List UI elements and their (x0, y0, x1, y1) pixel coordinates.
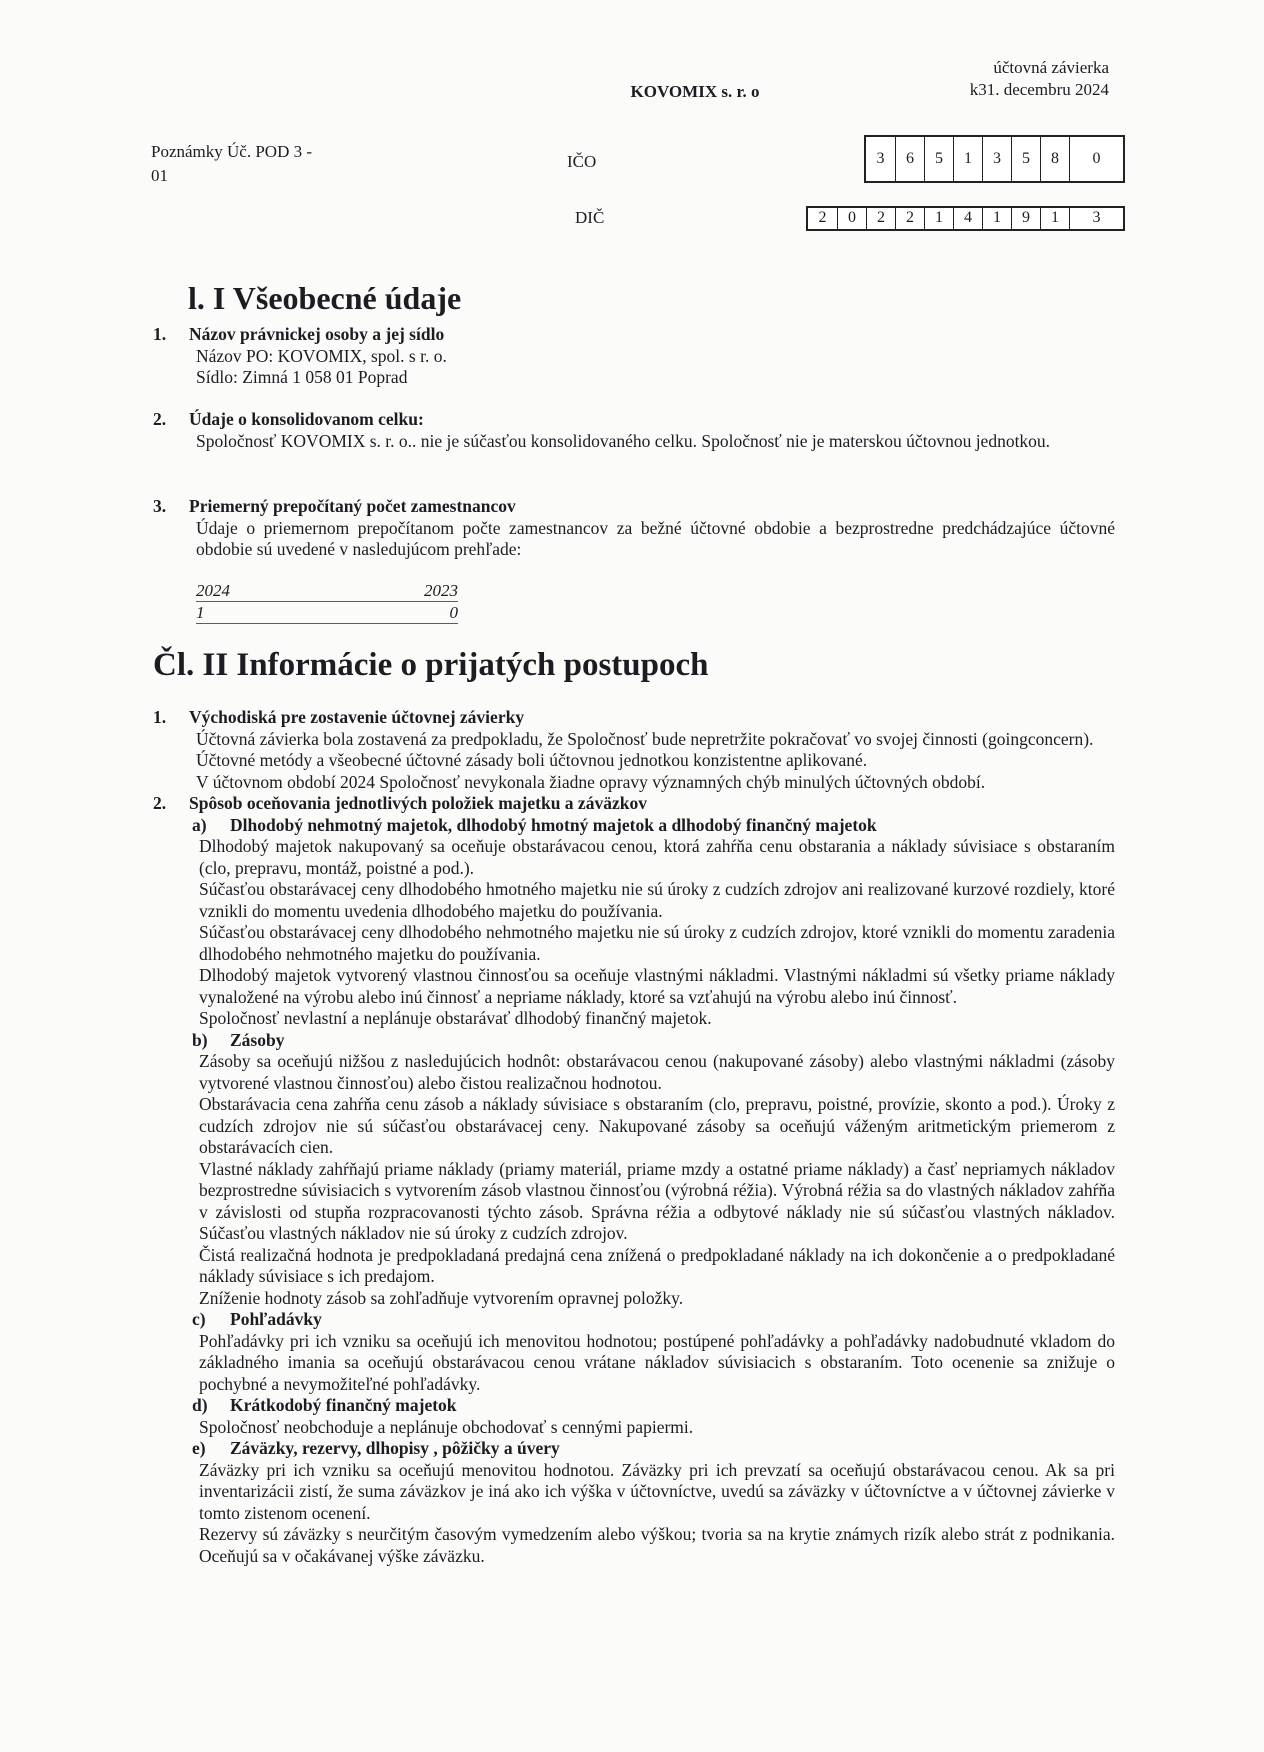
subsection-heading: Pohľadávky (230, 1309, 322, 1329)
entity-address: Sídlo: Zimná 1 058 01 Poprad (196, 367, 408, 387)
subsection-label: c) (192, 1309, 206, 1329)
digit: 0 (837, 208, 866, 229)
section-heading: Čl. II Informácie o prijatých postupoch (153, 647, 709, 683)
dic-label: DIČ (575, 208, 605, 227)
item-employees (153, 496, 1115, 561)
item-title: Spôsob oceňovania jednotlivých položiek majetku a záväzkov (189, 793, 647, 813)
subsection-heading: Dlhodobý nehmotný majetok, dlhodobý hmotný majetok a dlhodobý finančný majetok (230, 814, 877, 835)
digit: 1 (924, 208, 953, 229)
entity-name: Názov PO: KOVOMIX, spol. s r. o. (196, 345, 447, 366)
paragraph: Spoločnosť KOVOMIX s. r. o.. nie je súčasťou konsolidovaného celku. Spoločnosť nie je materskou účtovnou jednotkou. (196, 430, 1051, 451)
digit: 8 (1040, 137, 1069, 181)
subsection-label: d) (192, 1395, 208, 1415)
item-title: Údaje o konsolidovanom celku: (189, 409, 424, 429)
table-row (196, 602, 458, 624)
subsection-label: a) (192, 814, 207, 835)
paragraph: Vlastné náklady zahŕňajú priame náklady (priamy materiál, priame mzdy a ostatné priame náklady) a časť nepriamych nákladov bezprostredne súvisiacich s vytvorením zásob vlastnou činnosťou (výrobná réžia). Výrobná réžia sa do vlastných nákladov zahŕňa v závislosti od stupňa rozpracovanosti týchto zásob. Správna réžia a odbytové náklady nie sú súčasťou vlastných nákladov. Súčasťou vlastných nákladov nie sú úroky z cudzích zdrojov. (199, 1158, 1115, 1243)
paragraph: Zásoby sa oceňujú nižšou z nasledujúcich hodnôt: obstarávacou cenou (nakupované zásoby) alebo vlastnými nákladmi (zásoby vytvorené vlastnou činnosťou) alebo čistou realizačnou hodnotou. (199, 1051, 1115, 1093)
item-number: 2. (153, 409, 167, 429)
digit: 6 (895, 137, 924, 181)
valuation-subsections (153, 815, 1115, 1568)
subsection-label: b) (192, 1029, 208, 1050)
paragraph: Dlhodobý majetok vytvorený vlastnou činnosťou sa oceňuje vlastnými nákladmi. Vlastnými nákladmi sú všetky priame náklady vynaložené na výrobu alebo inú činnosť a nepriame náklady, ktoré sa vzťahujú na výrobu alebo inú činnosť. (199, 965, 1115, 1007)
paragraph: Obstarávacia cena zahŕňa cenu zásob a náklady súvisiace s obstaraním (clo, prepravu, poistné, provízie, skonto a pod.). Úroky z cudzích zdrojov nie sú súčasťou obstarávacej ceny. Nakupované zásoby sa oceňujú váženým aritmetickým priemerom z obstarávacích cien. (199, 1094, 1115, 1157)
paragraph: Účtovné metódy a všeobecné účtovné zásady boli účtovnou jednotkou konzistentne aplikované. (196, 750, 868, 770)
item-legal-entity (153, 324, 1115, 389)
paragraph: Rezervy sú záväzky s neurčitým časovým vymedzením alebo výškou; tvoria sa na krytie známych rizík alebo strát z podnikania. Oceňujú sa v očakávanej výške záväzku. (199, 1524, 1115, 1566)
paragraph: Účtovná závierka bola zostavená za predpokladu, že Spoločnosť bude nepretržite pokračovať vo svojej činnosti (goingconcern). (196, 728, 1094, 749)
digit: 1 (1040, 208, 1069, 229)
paragraph: Súčasťou obstarávacej ceny dlhodobého hmotného majetku nie sú úroky z cudzích zdrojov ani realizované kurzové rozdiely, ktoré vznikli do momentu uvedenia dlhodobého majetku do používania. (199, 879, 1115, 921)
col-2023: 2023 (424, 581, 458, 600)
subsection-title-d (192, 1395, 1115, 1417)
subsection-heading: Krátkodobý finančný majetok (230, 1395, 457, 1415)
item-number: 1. (153, 707, 167, 727)
digit: 5 (924, 137, 953, 181)
item-title: Názov právnickej osoby a jej sídlo (189, 324, 445, 344)
digit: 2 (818, 209, 827, 226)
doc-type: účtovná závierka (993, 58, 1109, 77)
subsection-title-a (192, 815, 1115, 837)
item-title: Východiská pre zostavenie účtovnej závierky (189, 707, 525, 727)
item-basis (153, 707, 1115, 1567)
item-number: 2. (153, 793, 167, 813)
notes-line: Poznámky Úč. POD 3 - (151, 142, 313, 161)
paragraph: Zníženie hodnoty zásob sa zohľadňuje vytvorením opravnej položky. (199, 1287, 684, 1308)
digit: 4 (953, 208, 982, 229)
digit: 5 (1011, 137, 1040, 181)
subsection-title-c (192, 1309, 1115, 1331)
digit: 9 (1011, 208, 1040, 229)
ico-label: IČO (567, 152, 597, 171)
digit: 3 (982, 137, 1011, 181)
paragraph: Údaje o priemernom prepočítanom počte zamestnancov za bežné účtovné obdobie a bezprostredne predchádzajúce účtovné obdobie sú uvedené v nasledujúcom prehľade: (196, 517, 1115, 559)
table-header (196, 580, 458, 602)
report-date: k31. decembru 2024 (969, 80, 1109, 99)
paragraph: Záväzky pri ich vzniku sa oceňujú menovitou hodnotou. Záväzky pri ich prevzatí sa oceňujú obstarávacou cenou. Ak sa pri inventarizácii zistí, že suma záväzkov je iná ako ich výška v účtovníctve, uvedú sa záväzky v účtovníctve a v účtovnej závierke v tomto zistenom ocenení. (199, 1459, 1115, 1523)
paragraph: Súčasťou obstarávacej ceny dlhodobého nehmotného majetku nie sú úroky z cudzích zdrojov, ktoré vznikli do momentu zaradenia dlhodobého nehmotného majetku do používania. (199, 922, 1115, 964)
digit: 1 (982, 208, 1011, 229)
value-2024: 1 (196, 603, 205, 622)
digit: 3 (1069, 208, 1123, 229)
report-type (970, 57, 1109, 101)
item-consolidation (153, 409, 1115, 452)
ico-boxes (864, 135, 1125, 183)
section-heading: l. I Všeobecné údaje (188, 280, 462, 316)
subsection-heading: Zásoby (230, 1029, 285, 1050)
digit: 2 (866, 208, 895, 229)
paragraph: V účtovnom období 2024 Spoločnosť nevykonala žiadne opravy významných chýb minulých účtovných období. (196, 771, 986, 792)
paragraph: Spoločnosť nevlastní a neplánuje obstarávať dlhodobý finančný majetok. (199, 1008, 712, 1028)
subsection-label: e) (192, 1438, 206, 1458)
dic-boxes (806, 206, 1125, 231)
employees-table (196, 580, 458, 624)
notes-code (151, 140, 312, 188)
col-2024: 2024 (196, 581, 230, 600)
subsection-title-e (192, 1438, 1115, 1460)
subsection-title-b (192, 1030, 1115, 1052)
paragraph: Pohľadávky pri ich vzniku sa oceňujú ich menovitou hodnotou; postúpené pohľadávky a pohľadávky nadobudnuté vkladom do základného imania sa oceňujú obstarávacou cenou vrátane nákladov súvisiacich s obstaraním. Toto ocenenie sa znižuje o pochybné a nevymožiteľné pohľadávky. (199, 1330, 1115, 1394)
subsection-heading: Záväzky, rezervy, dlhopisy , pôžičky a úvery (230, 1438, 560, 1458)
paragraph: Spoločnosť neobchoduje a neplánuje obchodovať s cennými papiermi. (199, 1416, 694, 1437)
company-name: KOVOMIX s. r. o (630, 82, 760, 101)
item-number: 1. (153, 324, 167, 344)
paragraph: Čistá realizačná hodnota je predpokladaná predajná cena znížená o predpokladané náklady na ich dokončenie a o predpokladané náklady súvisiace s ich predajom. (199, 1244, 1115, 1286)
digit: 0 (1069, 137, 1123, 181)
value-2023: 0 (449, 603, 458, 622)
digit: 1 (953, 137, 982, 181)
notes-line: 01 (151, 166, 168, 185)
item-number: 3. (153, 496, 167, 516)
item-valuation (153, 793, 1115, 815)
paragraph: Dlhodobý majetok nakupovaný sa oceňuje obstarávacou cenou, ktorá zahŕňa cenu obstarania a náklady súvisiace s obstaraním (clo, prepravu, montáž, poistné a pod.). (199, 836, 1115, 878)
digit: 2 (895, 208, 924, 229)
digit: 3 (876, 150, 885, 167)
item-title: Priemerný prepočítaný počet zamestnancov (189, 496, 516, 516)
